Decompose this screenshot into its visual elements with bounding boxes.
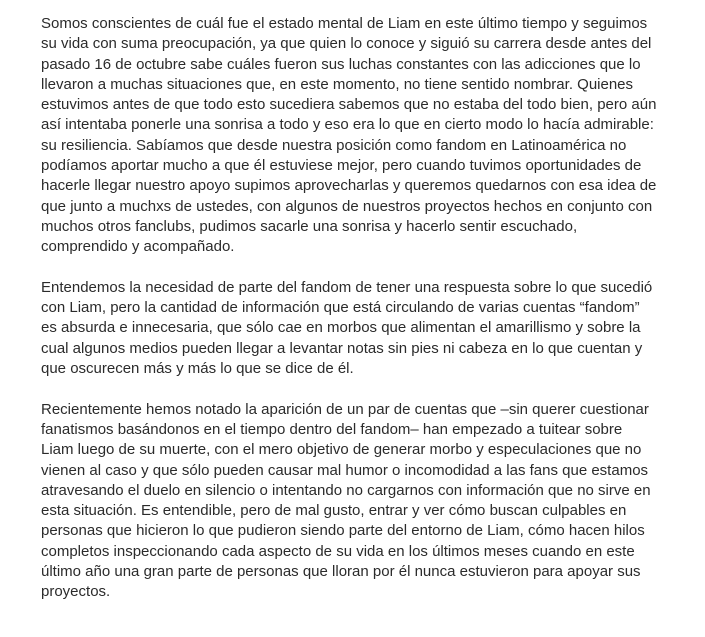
text-line: Entendemos la necesidad de parte del fandom de tener una respuesta sobre lo que sucedió [41,278,653,296]
paragraph-2 [41,278,653,379]
text-line: cual algunos medios pueden llegar a levantar notas sin pies ni cabeza en lo que cuentan y [41,339,643,357]
text-line: último año una gran parte de personas que lloran por él nunca estuvieron para apoyar sus [41,563,641,581]
text-line: proyectos. [41,583,111,601]
text-line: estuvimos antes de que todo esto sucediera sabemos que no estaba del todo bien, pero aún [41,96,657,114]
text-line: personas que hicieron lo que pudieron siendo parte del entorno de Liam, cómo hacen hilos [41,522,645,540]
text-line: es absurda e innecesaria, que sólo cae en morbos que alimentan el amarillismo y sobre la [41,319,641,337]
text-line: con Liam, pero la cantidad de información que está circulando de varias cuentas “fandom” [41,299,640,317]
text-line: su resiliencia. Sabíamos que desde nuestra posición como fandom en Latinoamérica no [41,136,627,154]
text-line: llevaron a muchas situaciones que, en este momento, no tiene sentido nombrar. Quienes [41,75,634,93]
text-line: muchos otros fanclubs, pudimos sacarle una sonrisa y hacerlo sentir escuchado, [41,217,578,235]
paragraph-3 [41,400,651,603]
text-line: comprendido y acompañado. [41,238,235,256]
text-line: su vida con suma preocupación, ya que quien lo conoce y siguió su carrera desde antes del [41,35,652,53]
text-line: así intentaba ponerle una sonrisa a todo y eso era lo que en cierto modo lo hacía admirable: [41,116,654,134]
text-line: que junto a muchxs de ustedes, con algunos de nuestros proyectos hechos en conjunto con [41,197,653,215]
text-line: que oscurecen más y más lo que se dice de él. [41,360,354,378]
text-line: fanatismos basándonos en el tiempo dentro del fandom– han empezado a tuitear sobre [41,420,623,438]
text-line: completos inspeccionando cada aspecto de su vida en los últimos meses cuando en este [41,542,635,560]
text-line: atravesando el duelo en silencio o intentando no cargarnos con información que no sirve en [41,481,651,499]
text-line: Recientemente hemos notado la aparición de un par de cuentas que –sin querer cuestionar [41,400,649,418]
text-line: vienen al caso y que sólo pueden causar mal humor o incomodidad a las fans que estamos [41,461,649,479]
text-line: Somos conscientes de cuál fue el estado mental de Liam en este último tiempo y seguimos [41,15,648,32]
text-line: podíamos aportar mucho a que él estuviese mejor, pero cuando tuvimos oportunidades de [41,157,642,175]
text-line: pasado 16 de octubre sabe cuáles fueron sus luchas constantes con las adicciones que lo [41,55,641,73]
text-line: esta situación. Es entendible, pero de mal gusto, entrar y ver cómo buscan culpables en [41,502,627,520]
paragraph-1 [41,14,657,258]
text-line: Liam luego de su muerte, con el mero objetivo de generar morbo y especulaciones que no [41,441,642,459]
text-line: hacerle llegar nuestro apoyo supimos aprovecharlas y queremos quedarnos con esa idea de [41,177,657,195]
document-body [41,14,657,603]
